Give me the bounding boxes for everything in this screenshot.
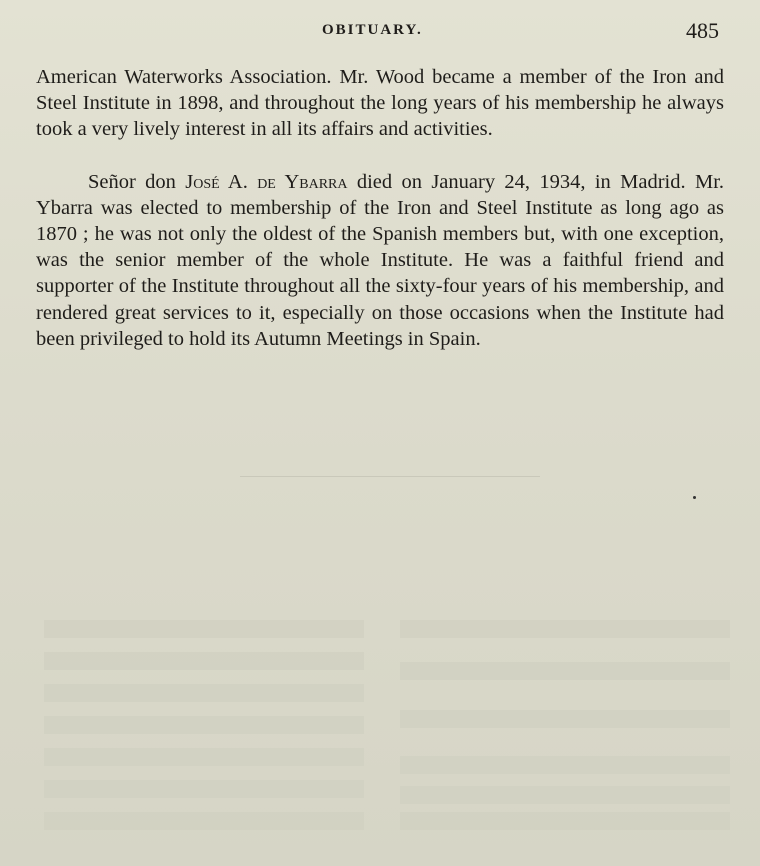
name-small-caps: José A. de Ybarra: [185, 170, 348, 193]
page-title: OBITUARY.: [322, 22, 423, 38]
show-through-rule: [240, 476, 540, 477]
show-through-line: [44, 748, 364, 766]
name-prefix: Señor don: [88, 170, 186, 193]
paragraph-ybarra: [36, 169, 724, 352]
paragraph-ybarra-text: died on January 24, 1934, in Madrid. Mr. Ybarra was elected to membership of the Iron and Steel Institute as long ago as 1870 ; he was not only the oldest of the Spanish members but, with one exception, was the senior member of the whole Institute. He was a faithful friend and supporter of the Institute throughout all the sixty-four years of his membership, and rendered great services to it, especially on those occasions when the Institute had been privileged to hold its Autumn Meetings in Spain.: [36, 170, 725, 350]
show-through-line: [44, 684, 364, 702]
show-through-line: [400, 710, 730, 728]
show-through-line: [44, 812, 364, 830]
show-through-line: [400, 786, 730, 804]
show-through-line: [400, 620, 730, 638]
show-through-line: [44, 716, 364, 734]
ink-speck: [693, 496, 696, 499]
paragraph-wood: American Waterworks Association. Mr. Wood became a member of the Iron and Steel Institute in 1898, and throughout the long years of his membership he always took a very lively interest in all its affairs and activities.: [36, 66, 724, 141]
show-through-line: [400, 662, 730, 680]
show-through-line: [44, 620, 364, 638]
body-text: [36, 64, 724, 352]
show-through-line: [44, 780, 364, 798]
page-number: 485: [686, 18, 719, 43]
show-through-line: [400, 756, 730, 774]
show-through-line: [400, 812, 730, 830]
running-head: [0, 18, 760, 46]
show-through-line: [44, 652, 364, 670]
